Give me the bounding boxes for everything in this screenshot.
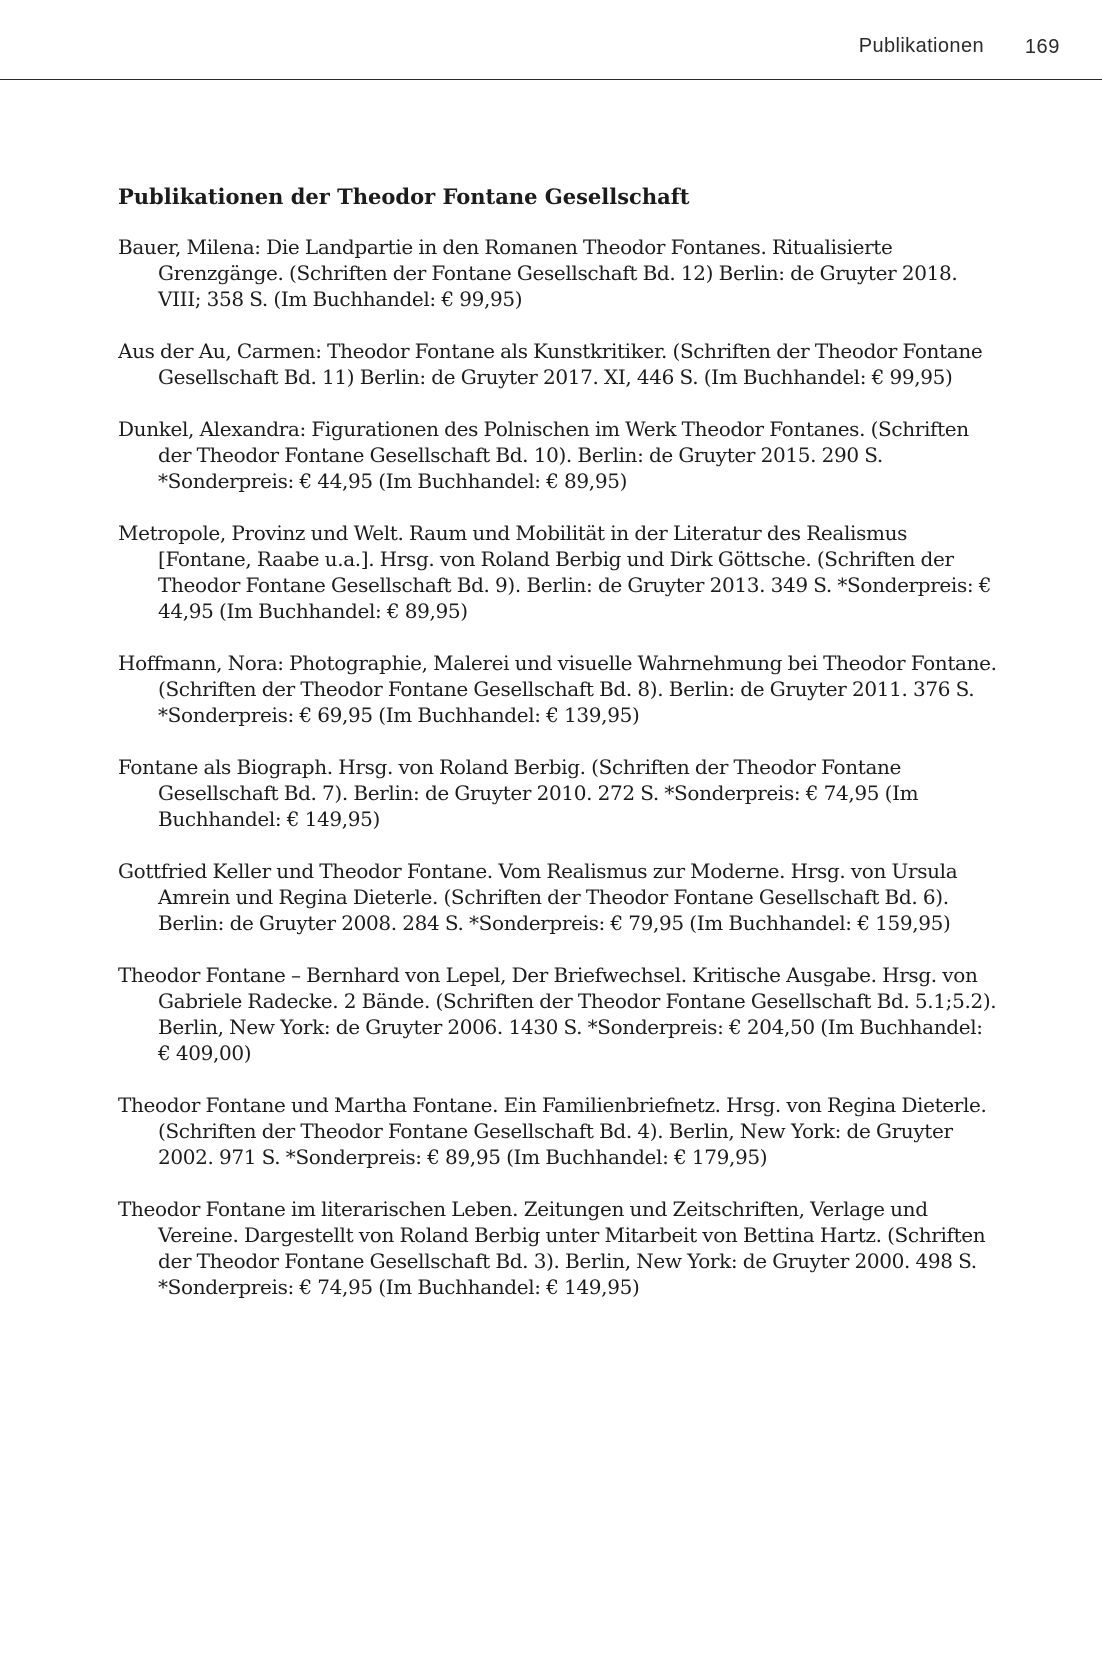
page-content (118, 182, 998, 1326)
section-title: Publikationen der Theodor Fontane Gesellschaft (118, 184, 690, 209)
publication-entry: Dunkel, Alexandra: Figurationen des Polnischen im Werk Theodor Fontanes. (Schriften der Theodor Fontane Gesellschaft Bd. 10). Berlin: de Gruyter 2015. 290 S. *Sonderpreis: € 44,95 (Im Buchhandel: € 89,95) (118, 417, 969, 493)
publication-entry: Aus der Au, Carmen: Theodor Fontane als Kunstkritiker. (Schriften der Theodor Fontane Gesellschaft Bd. 11) Berlin: de Gruyter 2017. XI, 446 S. (Im Buchhandel: € 99,95) (118, 339, 983, 389)
publication-entry: Fontane als Biograph. Hrsg. von Roland Berbig. (Schriften der Theodor Fontane Gesellschaft Bd. 7). Berlin: de Gruyter 2010. 272 S. *Sonderpreis: € 74,95 (Im Buchhandel: € 149,95) (118, 755, 919, 831)
publication-list (118, 234, 998, 1300)
publication-entry: Metropole, Provinz und Welt. Raum und Mobilität in der Literatur des Realismus [Fontane, Raabe u.a.]. Hrsg. von Roland Berbig und Dirk Göttsche. (Schriften der Theodor Fontane Gesellschaft Bd. 9). Berlin: de Gruyter 2013. 349 S. *Sonderpreis: € 44,95 (Im Buchhandel: € 89,95) (118, 521, 992, 623)
publication-entry: Bauer, Milena: Die Landpartie in den Romanen Theodor Fontanes. Ritualisierte Grenzgänge. (Schriften der Fontane Gesellschaft Bd. 12) Berlin: de Gruyter 2018. VIII; 358 S. (Im Buchhandel: € 99,95) (118, 235, 958, 311)
running-title: Publikationen (858, 35, 984, 57)
publication-entry: Theodor Fontane und Martha Fontane. Ein Familienbriefnetz. Hrsg. von Regina Dieterle. (Schriften der Theodor Fontane Gesellschaft Bd. 4). Berlin, New York: de Gruyter 2002. 971 S. *Sonderpreis: € 89,95 (Im Buchhandel: € 179,95) (118, 1093, 987, 1169)
publication-entry: Gottfried Keller und Theodor Fontane. Vom Realismus zur Moderne. Hrsg. von Ursula Amrein und Regina Dieterle. (Schriften der Theodor Fontane Gesellschaft Bd. 6). Berlin: de Gruyter 2008. 284 S. *Sonderpreis: € 79,95 (Im Buchhandel: € 159,95) (118, 859, 958, 935)
publication-entry: Theodor Fontane – Bernhard von Lepel, Der Briefwechsel. Kritische Ausgabe. Hrsg. von Gabriele Radecke. 2 Bände. (Schriften der Theodor Fontane Gesellschaft Bd. 5.1;5.2). Berlin, New York: de Gruyter 2006. 1430 S. *Sonderpreis: € 204,50 (Im Buchhandel: € 409,00) (118, 963, 997, 1065)
running-head (0, 0, 1102, 80)
publication-entry: Hoffmann, Nora: Photographie, Malerei und visuelle Wahrnehmung bei Theodor Fontane. (Schriften der Theodor Fontane Gesellschaft Bd. 8). Berlin: de Gruyter 2011. 376 S. *Sonderpreis: € 69,95 (Im Buchhandel: € 139,95) (118, 651, 997, 727)
page-number: 169 (1024, 36, 1060, 58)
publication-entry: Theodor Fontane im literarischen Leben. Zeitungen und Zeitschriften, Verlage und Vereine. Dargestellt von Roland Berbig unter Mitarbeit von Bettina Hartz. (Schriften der Theodor Fontane Gesellschaft Bd. 3). Berlin, New York: de Gruyter 2000. 498 S. *Sonderpreis: € 74,95 (Im Buchhandel: € 149,95) (118, 1197, 986, 1299)
